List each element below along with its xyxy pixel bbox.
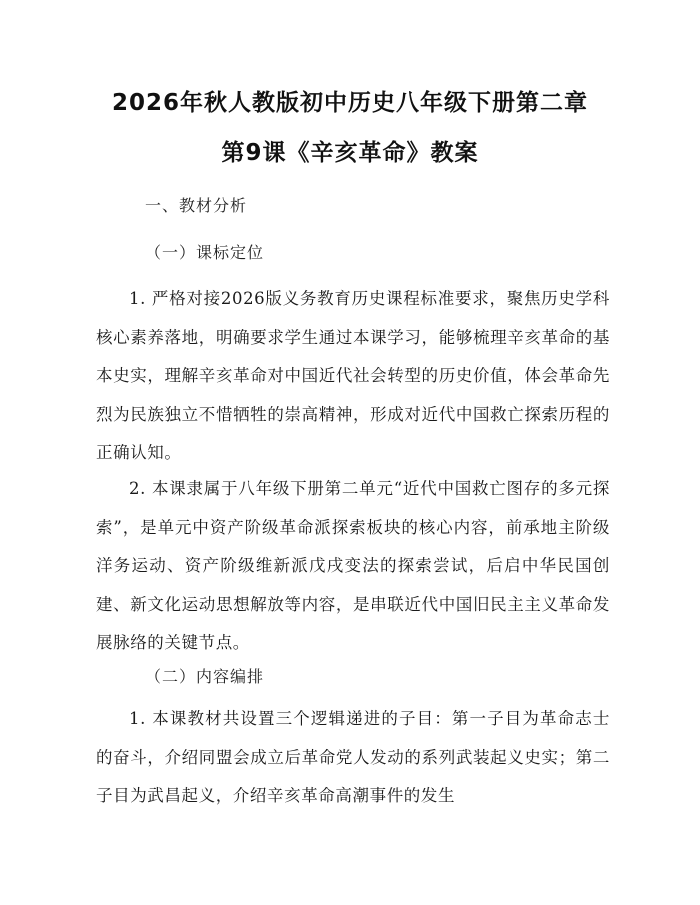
paragraph-1: 1. 严格对接2026版义务教育历史课程标准要求，聚焦历史学科核心素养落地，明确要求学生通过本课学习，能够梳理辛亥革命的基本史实，理解辛亥革命对中国近代社会转型的历史价值，体会革命先烈为民族独立不惜牺牲的崇高精神，形成对近代中国救亡探索历程的正确认知。	[96, 289, 610, 462]
section-heading-textbook-analysis: 一、教材分析	[145, 196, 248, 215]
subsection-heading-curriculum-standard: （一）课标定位	[145, 243, 265, 262]
document-title-line-1: 2026年秋人教版初中历史八年级下册第二章	[111, 90, 588, 116]
document-title-line-2: 第9课《辛亥革命》教案	[221, 140, 479, 166]
paragraph-2: 2. 本课隶属于八年级下册第二单元“近代中国救亡图存的多元探索”，是单元中资产阶级革命派探索板块的核心内容，前承地主阶级洋务运动、资产阶级维新派戊戌变法的探索尝试，后启中华民国创建、新文化运动思想解放等内容，是串联近代中国旧民主主义革命发展脉络的关键节点。	[96, 479, 610, 652]
paragraph-3: 1. 本课教材共设置三个逻辑递进的子目：第一子目为革命志士的奋斗，介绍同盟会成立后革命党人发动的系列武装起义史实；第二子目为武昌起义，介绍辛亥革命高潮事件的发生	[96, 709, 610, 805]
subsection-heading-content-arrangement: （二）内容编排	[145, 667, 265, 686]
